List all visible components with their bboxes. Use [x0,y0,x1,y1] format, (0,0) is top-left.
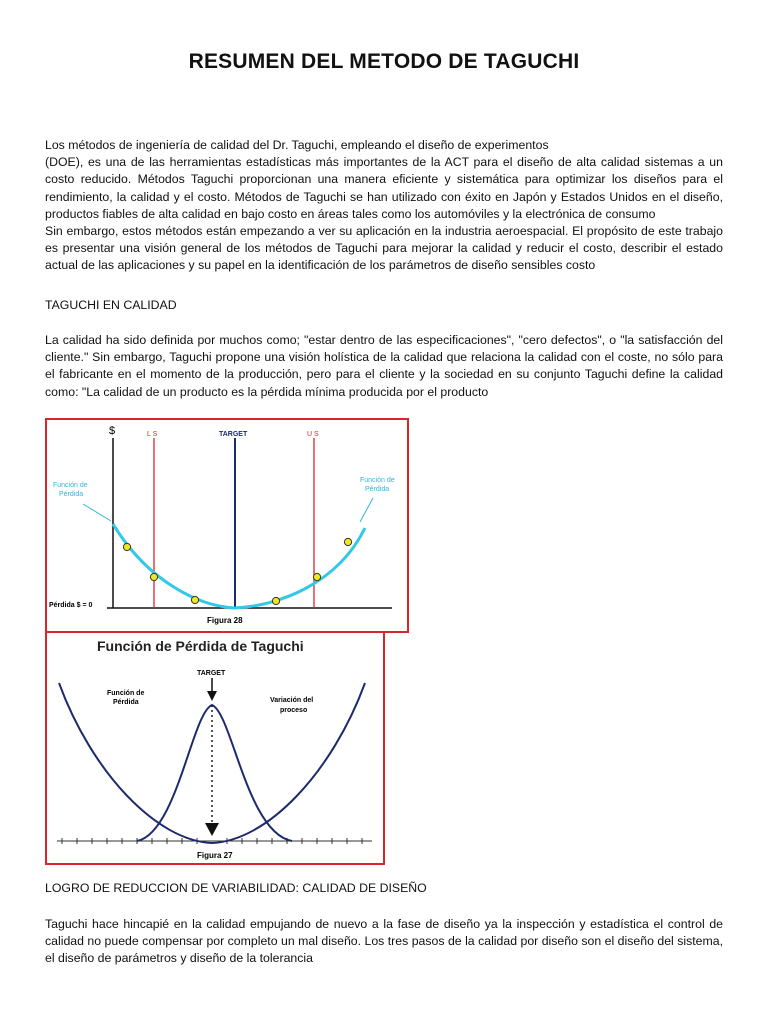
figure-27 [45,631,385,865]
data-point [344,538,351,545]
document-title: RESUMEN DEL METODO DE TAGUCHI [188,50,580,73]
ls-label: L S [147,431,158,438]
data-point [191,596,198,603]
left-annotation-line-1: Función de [53,482,88,489]
intro-line-2: (DOE), es una de las herramientas estadísticas más importantes de la ACT para el diseño de alta calidad sistemas a un costo reducido. Métodos Taguchi proporcionan una manera eficiente y sistemática para optimizar los diseños para el rendimiento, la calidad y el costo. Métodos de Taguchi se han utilizado con éxito en Japón y Estados Unidos en el diseño, productos fiables de alta calidad en bajo costo en áreas tales como los automóviles y la electrónica de consumo [45,155,723,221]
data-point [150,573,157,580]
intro-paragraph [45,137,723,275]
left-annotation-line-2: Pérdida [113,699,139,706]
figure-27-title: Función de Pérdida de Taguchi [97,638,304,654]
intro-line-3: Sin embargo, estos métodos están empezando a ver su aplicación en la industria aeroespacial. El propósito de este trabajo es presentar una visión general de los métodos de Taguchi para mejorar la calidad y reducir el costo, describir el estado actual de las aplicaciones y su papel en la identificación de los parámetros de diseño sensibles costo [45,224,723,273]
target-label: TARGET [219,431,248,438]
left-annotation-line-1: Función de [107,690,145,697]
figure-27-chart [47,633,383,863]
right-annotation-line-2: proceso [280,707,308,714]
section-heading-reduccion: LOGRO DE REDUCCION DE VARIABILIDAD: CALIDAD DE DISEÑO [45,881,427,895]
section-heading-taguchi-calidad: TAGUCHI EN CALIDAD [45,298,177,312]
figure-27-caption: Figura 27 [197,851,233,860]
section-paragraph-calidad: La calidad ha sido definida por muchos como; "estar dentro de las especificaciones", "cero defectos", o "la satisfacción del cliente." Sin embargo, Taguchi propone una visión holística de la calidad que relaciona la calidad con el coste, no sólo para el fabricante en el momento de la producción, pero para el cliente y la sociedad en su conjunto Taguchi define la calidad como: "La calidad de un producto es la pérdida mínima producida por el producto [45,333,723,399]
left-annotation-arrow [83,504,111,521]
figure-28 [45,418,409,633]
target-label: TARGET [197,670,226,677]
y-axis-label: $ [109,425,116,437]
us-label: U S [307,431,319,438]
right-annotation-line-1: Función de [360,477,395,484]
right-annotation-line-1: Variación del [270,697,314,704]
data-point [313,573,320,580]
loss-curve [113,524,365,608]
figure-28-caption: Figura 28 [207,616,243,625]
data-point [123,543,130,550]
left-annotation-line-2: Pérdida [59,491,84,498]
intro-line-1: Los métodos de ingeniería de calidad del Dr. Taguchi, empleando el diseño de experimentos [45,138,549,152]
target-arrowhead-top [207,691,217,701]
figure-28-chart [47,420,407,631]
zero-loss-label: Pérdida $ = 0 [49,602,93,609]
section-paragraph-diseno: Taguchi hace hincapié en la calidad empujando de nuevo a la fase de diseño ya la inspección y estadística el control de calidad no puede compensar por completo un mal diseño. Los tres pasos de la calidad por diseño son el diseño del sistema, el diseño de parámetros y diseño de la tolerancia [45,917,723,966]
target-arrowhead-bottom [205,823,219,836]
data-point [272,597,279,604]
right-annotation-arrow [360,498,373,522]
right-annotation-line-2: Pérdida [365,486,390,493]
